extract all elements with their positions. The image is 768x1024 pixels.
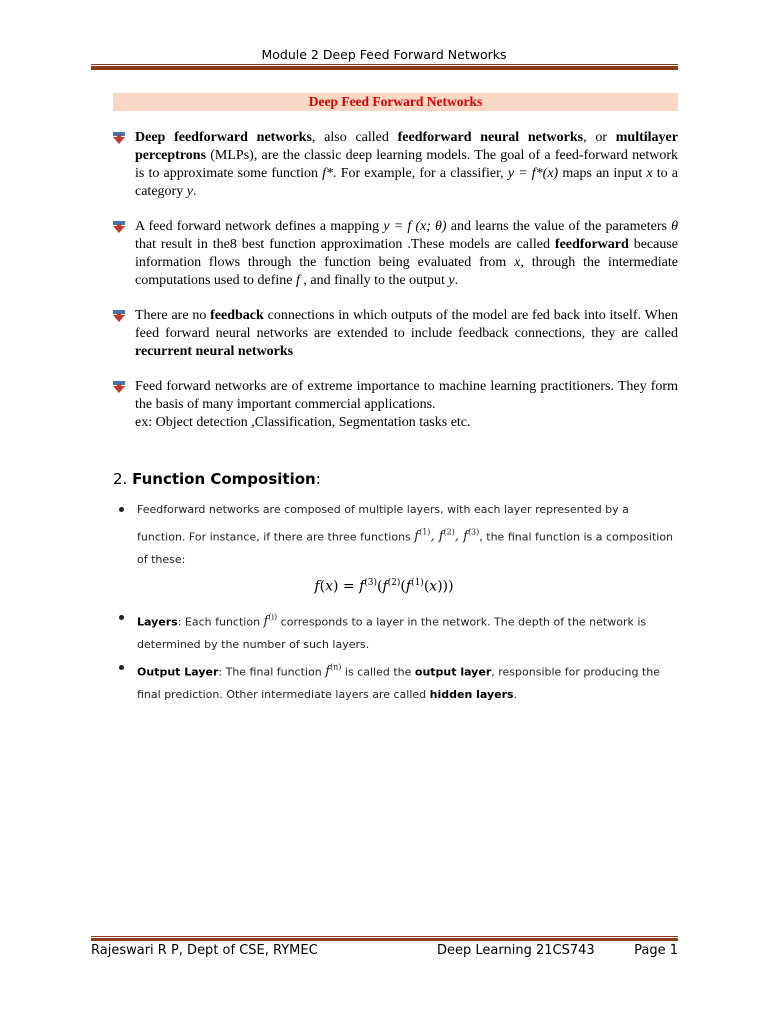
down-arrow-icon — [113, 221, 125, 233]
bullet-list — [113, 129, 678, 449]
header-rule-thin — [91, 64, 678, 65]
list-item — [113, 218, 678, 290]
paragraph: Deep feedforward networks, also called feedforward neural networks, or multilayer perceptrons (MLPs), are the classic deep learning models. The goal of a feed-forward network is to approximate some function f*. For example, for a classifier, y = f*(x) maps an input x to a category y. — [135, 130, 678, 199]
paragraph: A feed forward network defines a mapping y = f (x; θ) and learns the value of the parameters θ that result in the8 best function approximation .These models are called feedforward because information flows through the function being evaluated from x, through the intermediate computations used to define f , and finally to the output y. — [135, 219, 679, 288]
header-rule-thick — [91, 66, 678, 70]
list-item — [113, 656, 678, 706]
footer-page-number: Page 1 — [634, 943, 678, 958]
footer-rule-thin — [91, 936, 678, 937]
section-heading: 2. Function Composition: — [113, 470, 321, 488]
bullet-dot-icon — [119, 507, 124, 512]
bullet-dot-icon — [119, 665, 124, 670]
list-item — [113, 129, 678, 201]
section-title: Deep Feed Forward Networks — [113, 93, 678, 111]
footer-rule-thick — [91, 938, 678, 941]
down-arrow-icon — [113, 310, 125, 322]
list-item — [113, 498, 678, 571]
paragraph-example: ex: Object detection ,Classification, Segmentation tasks etc. — [135, 415, 471, 430]
math-inline: $f^{(n)}$ — [325, 663, 342, 680]
paragraph: There are no feedback connections in which outputs of the model are fed back into itself. When feed forward neural networks are extended to include feedback connections, they are called recurrent neural networks — [135, 308, 678, 359]
math-inline: $f^{(1)}$, $f^{(2)}$, $f^{(3)}$ — [414, 528, 480, 545]
paragraph: Layers: Each function $f^{(i)}$ corresponds to a layer in the network. The depth of the network is determined by the number of such layers. — [137, 613, 647, 652]
math-inline: $f^{(i)}$ — [263, 613, 278, 630]
list-item — [113, 378, 678, 432]
paragraph: Output Layer: The final function $f^{(n)}$ is called the output layer, responsible for producing the final prediction. Other intermediate layers are called hidden layers. — [137, 663, 660, 702]
paragraph: Feed forward networks are of extreme importance to machine learning practitioners. They form the basis of many important commercial applications. — [135, 379, 678, 412]
page-footer — [91, 943, 678, 961]
list-item — [113, 307, 678, 361]
down-arrow-icon — [113, 132, 125, 144]
list-item — [113, 606, 678, 656]
paragraph: Feedforward networks are composed of multiple layers, with each layer represented by a function. For instance, if there are three functions $f^{(1)}$, $f^{(2)}$, $f^{(3)}$, the final function is a composition of these: — [137, 503, 674, 567]
down-arrow-icon — [113, 381, 125, 393]
footer-author: Rajeswari R P, Dept of CSE, RYMEC — [91, 943, 318, 958]
bullet-dot-icon — [119, 615, 124, 620]
footer-course: Deep Learning 21CS743 — [437, 943, 595, 958]
formula: $f(x) = f^{(3)}(f^{(2)}(f^{(1)}(x)))$ — [314, 578, 454, 595]
page-header-title: Module 2 Deep Feed Forward Networks — [261, 47, 507, 62]
